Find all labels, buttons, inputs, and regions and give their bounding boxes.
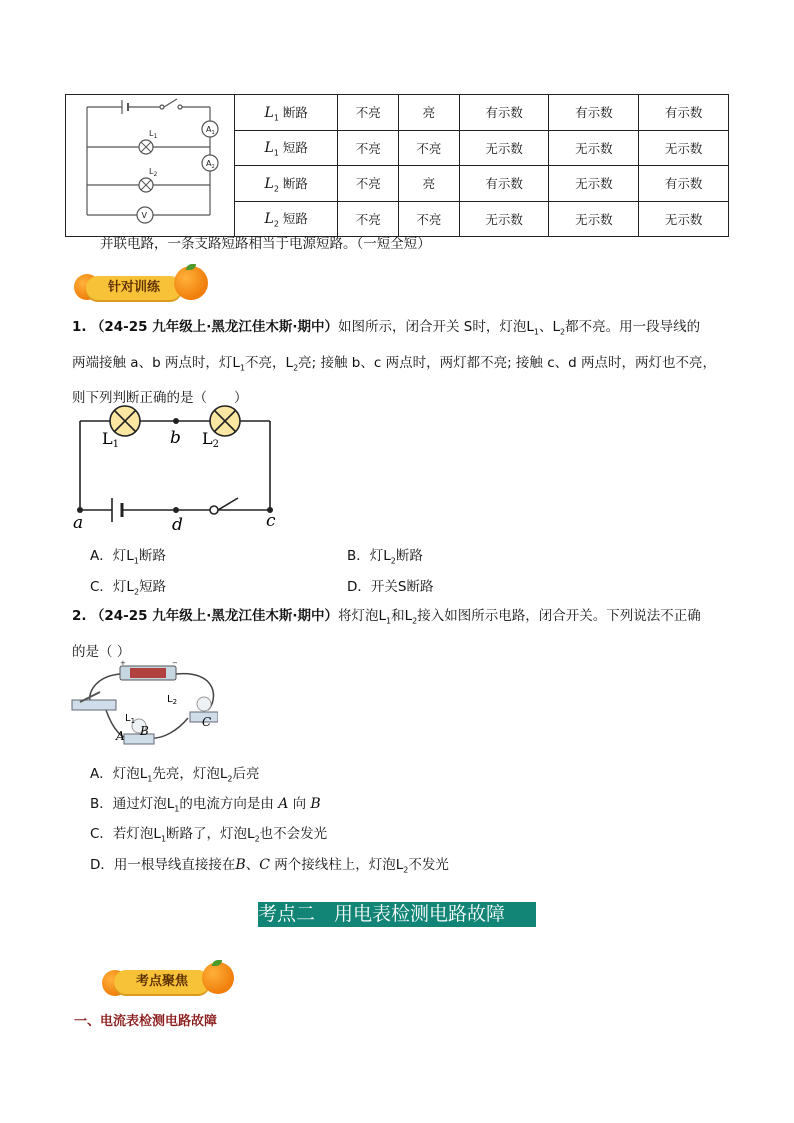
switch-icon: [72, 692, 116, 710]
label-l1: L1: [102, 429, 119, 450]
label-c: c: [266, 511, 276, 531]
training-badge: [74, 264, 210, 302]
table-cell: 不亮: [338, 201, 399, 237]
svg-text:A1: $A_1$: [206, 125, 215, 136]
label-terminal-c: C: [202, 715, 212, 729]
table-cell: 无示数: [459, 201, 549, 237]
q2-option-c[interactable]: C．若灯泡$L_1$断路了，灯泡$L_2$也不会发光: [90, 826, 328, 844]
node-b: [173, 418, 179, 424]
q2-option-d[interactable]: D．用一根导线直接接在B、C 两个接线柱上，灯泡$L_2$不发光: [90, 857, 449, 875]
table-cell: 有示数: [549, 95, 639, 131]
fault-label: $L_1$ 断路: [235, 95, 338, 131]
table-cell: 无示数: [459, 130, 549, 166]
q2-stem: 2. （24-25 九年级上·黑龙江佳木斯·期中）将灯泡$L_1$和$L_2$接入如图所示电路，闭合开关。下列说法不正确 的是（ ）: [72, 608, 701, 660]
svg-text:A2: $A_2$: [206, 159, 215, 170]
lamp-l1-icon: [139, 140, 153, 154]
table-cell: 亮: [399, 166, 460, 202]
q2-circuit-photo: [68, 660, 218, 748]
training-badge-label: 针对训练: [86, 276, 182, 300]
q1-option-a[interactable]: A．灯$L_1$断路: [90, 548, 166, 566]
table-cell: 不亮: [338, 130, 399, 166]
label-d: d: [172, 515, 183, 535]
table-cell: 亮: [399, 95, 460, 131]
table-cell: 无示数: [639, 201, 729, 237]
table-cell: 不亮: [399, 130, 460, 166]
label-a: a: [73, 513, 84, 533]
q1-option-c[interactable]: C．灯$L_2$短路: [90, 579, 167, 597]
lamp-l1-icon: [110, 406, 140, 436]
ammeter-a2-icon: [202, 155, 218, 171]
table-cell: 无示数: [549, 166, 639, 202]
table-cell: 有示数: [639, 166, 729, 202]
ammeter-a1-icon: [202, 121, 218, 137]
q1-circuit-diagram: [70, 400, 285, 538]
table-cell: 不亮: [338, 166, 399, 202]
lamp-l1-label: $L_1$: [149, 129, 158, 140]
label-terminal-a: A: [116, 729, 125, 743]
node-d: [173, 507, 179, 513]
parallel-circuit-diagram: [67, 95, 233, 233]
label-terminal-b: B: [140, 724, 149, 738]
table-row: [66, 95, 729, 131]
table-cell: 有示数: [459, 166, 549, 202]
lamp-l2-icon: [139, 178, 153, 192]
q1-option-d[interactable]: D．开关S断路: [347, 579, 434, 595]
battery-icon: [120, 660, 178, 680]
table-cell: 有示数: [639, 95, 729, 131]
table-cell: 有示数: [459, 95, 549, 131]
orange-icon: [202, 962, 234, 994]
subsection-title: 一、电流表检测电路故障: [74, 1014, 218, 1029]
table-cell: 不亮: [338, 95, 399, 131]
table-cell: 无示数: [639, 130, 729, 166]
q2-option-a[interactable]: A．灯泡$L_1$先亮，灯泡$L_2$后亮: [90, 766, 260, 784]
svg-text:−: −: [172, 660, 178, 667]
lamp-l2-icon: [210, 406, 240, 436]
focus-badge: [102, 960, 238, 998]
fault-table: [65, 94, 729, 237]
svg-text:V: V: [141, 211, 147, 220]
label-l2: $L_2$: [167, 694, 178, 706]
label-b: b: [170, 428, 181, 448]
fault-label: $L_2$ 断路: [235, 166, 338, 202]
voltmeter-icon: [137, 207, 153, 223]
table-cell: 无示数: [549, 201, 639, 237]
orange-icon: [174, 266, 208, 300]
svg-text:+: +: [120, 660, 126, 667]
table-cell: 不亮: [399, 201, 460, 237]
fault-label: $L_2$ 短路: [235, 201, 338, 237]
q1-option-b[interactable]: B．灯$L_2$断路: [347, 548, 423, 566]
parallel-short-note: 并联电路，一条支路短路相当于电源短路。（一短全短）: [100, 236, 431, 252]
table-cell: 无示数: [549, 130, 639, 166]
section-heading: 考点二 用电表检测电路故障: [258, 902, 536, 927]
q2-option-b[interactable]: B．通过灯泡$L_1$的电流方向是由 A 向 B: [90, 796, 321, 814]
fault-label: $L_1$ 短路: [235, 130, 338, 166]
label-l1: $L_1$: [125, 713, 136, 725]
parallel-circuit-diagram-cell: [66, 95, 235, 237]
q1-stem: 1. （24-25 九年级上·黑龙江佳木斯·期中）如图所示，闭合开关 S时，灯泡$L_1$、$L_2$都不亮。用一段导线的 两端接触 a、b 两点时，灯$L_1$不亮，$L_2$亮; 接触 b、c 两点时，两灯都不亮; 接触 c、d 两点时，两灯也不亮， 则下列判断正确的是（ ）: [72, 319, 716, 407]
lamp-l2-label: $L_2$: [149, 167, 158, 178]
focus-badge-label: 考点聚焦: [114, 970, 210, 994]
label-l2: L2: [202, 429, 219, 450]
